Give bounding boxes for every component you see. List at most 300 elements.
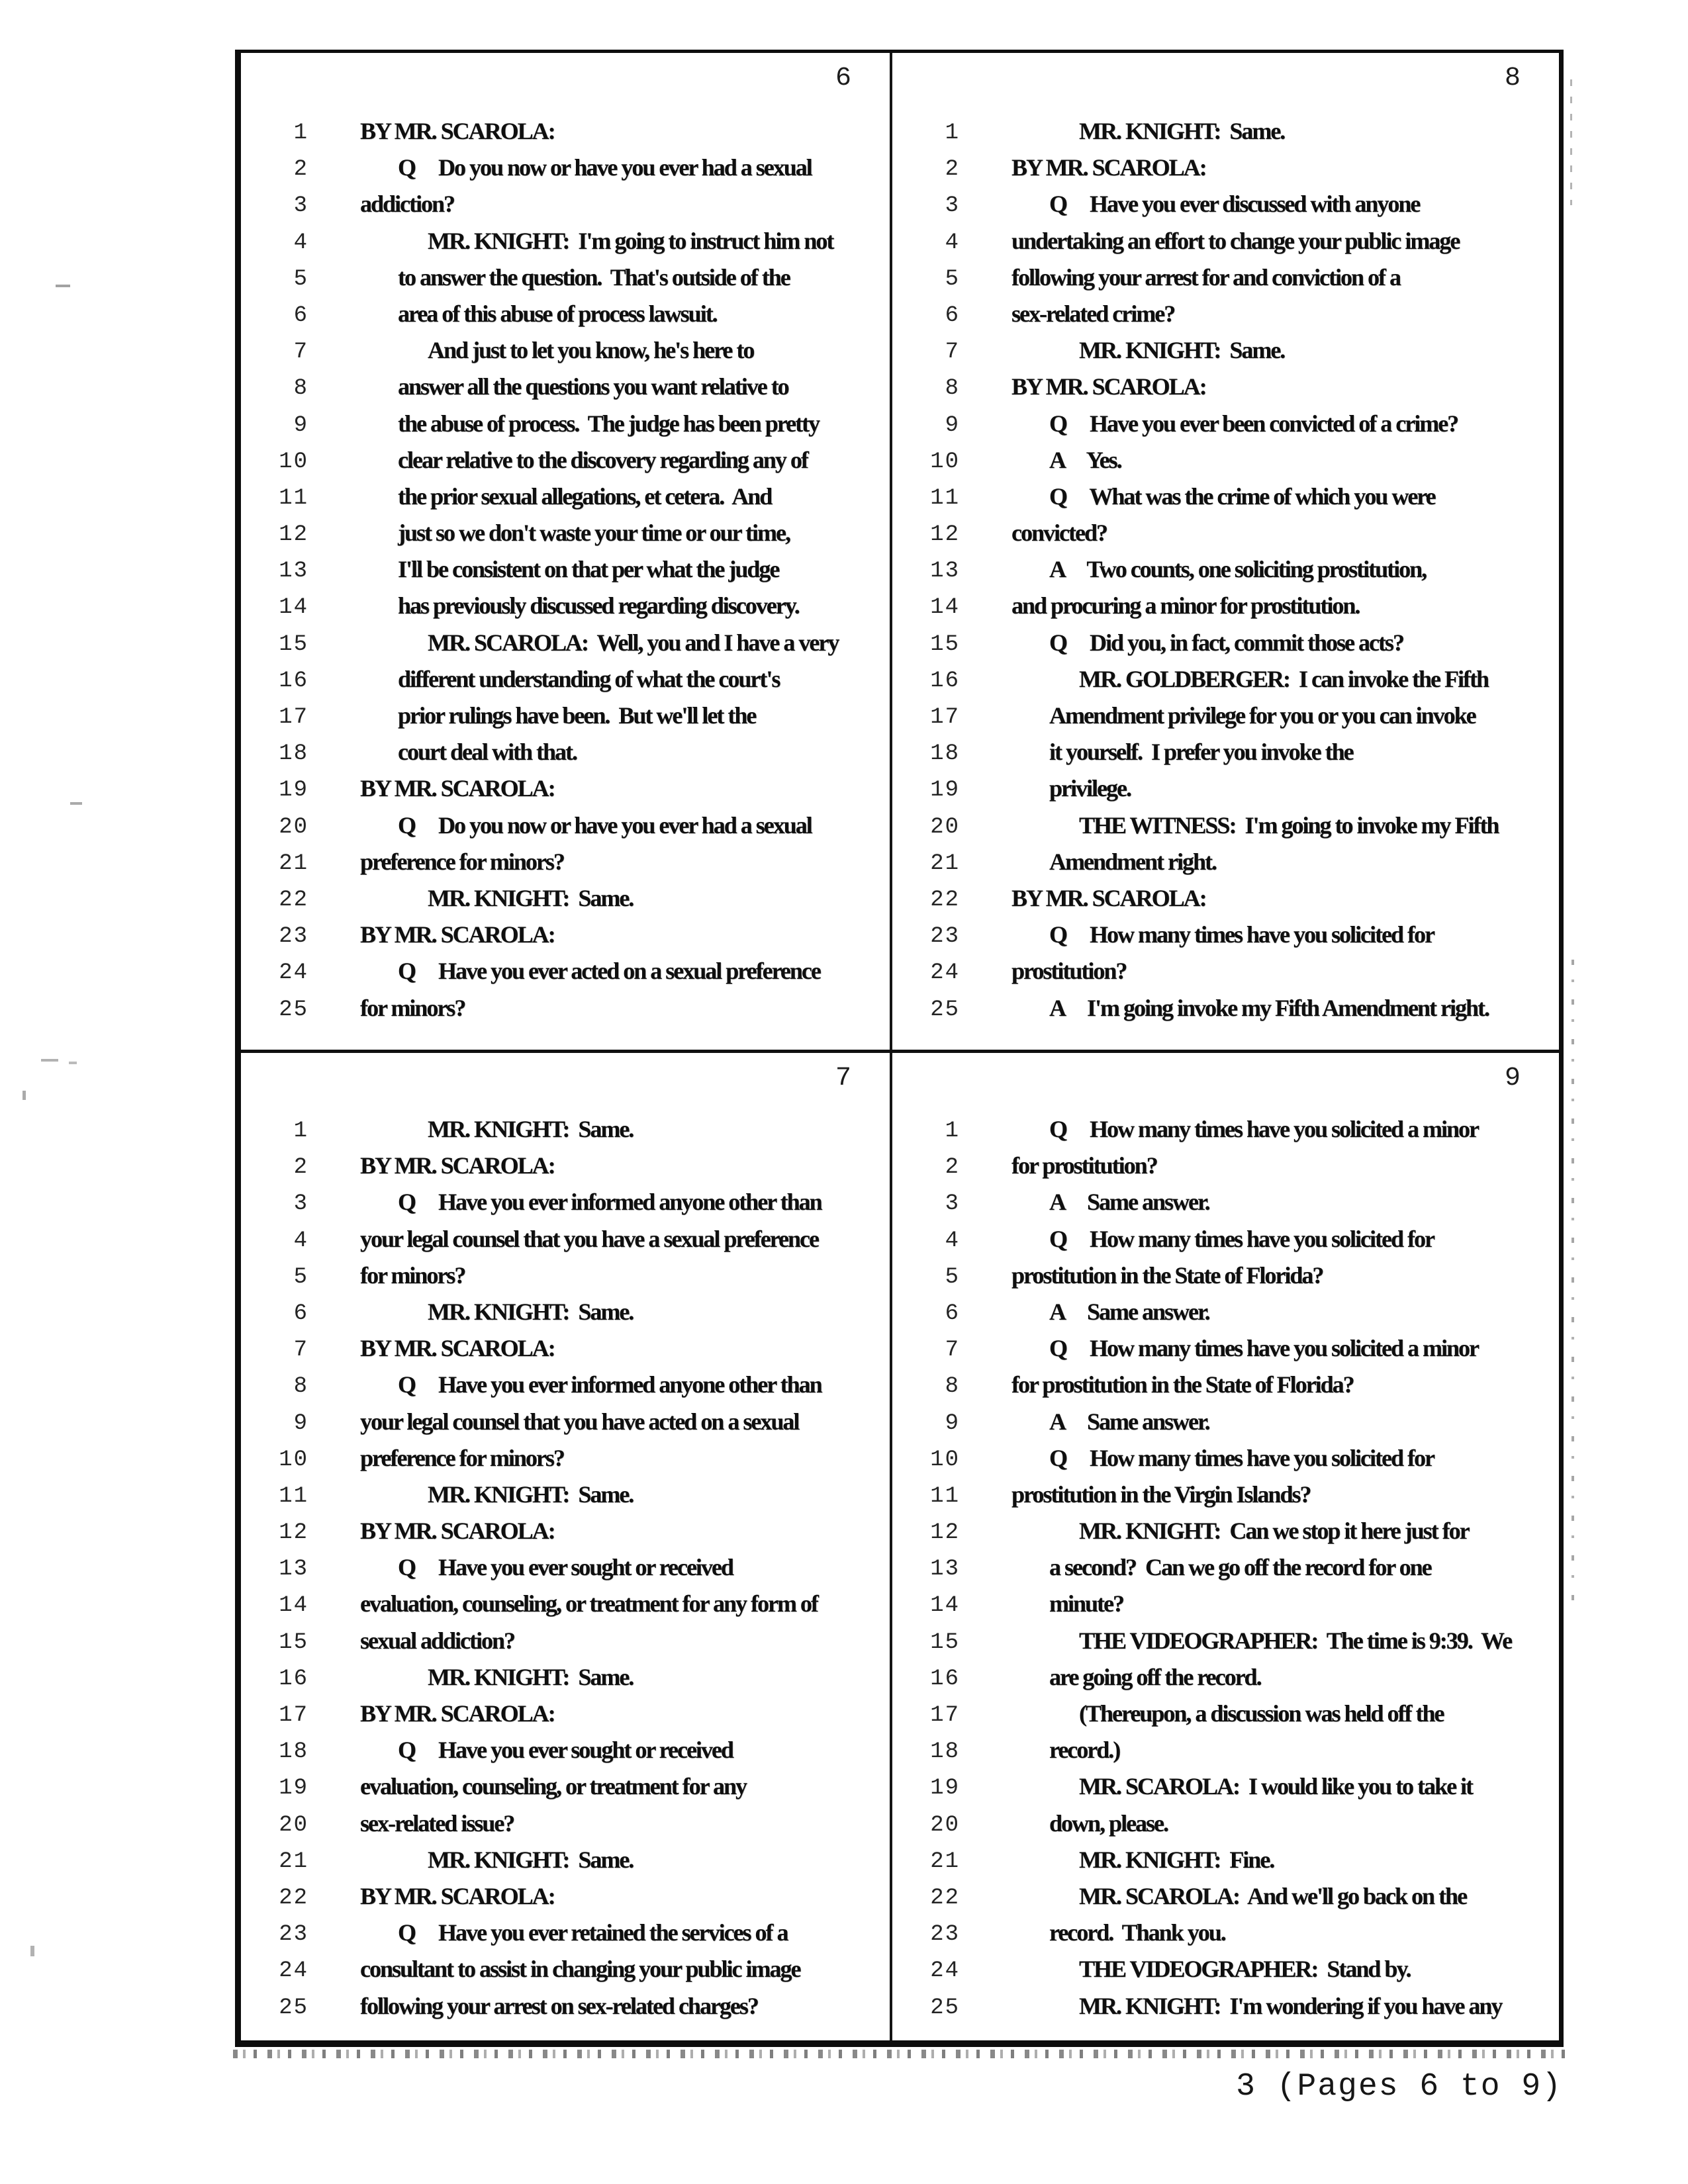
line-text: evaluation, counseling, or treatment for any xyxy=(360,1773,746,1800)
transcript-line xyxy=(241,1152,890,1188)
line-number: 12 xyxy=(279,1520,308,1546)
line-number: 9 xyxy=(945,412,960,438)
line-text: MR. KNIGHT: Can we stop it here just for xyxy=(1079,1518,1469,1545)
line-text: BY MR. SCAROLA: xyxy=(1011,373,1206,400)
line-text: MR. KNIGHT: Same. xyxy=(428,1663,633,1690)
line-text: Q Do you now or have you ever had a sexual xyxy=(398,811,812,839)
line-text: for minors? xyxy=(360,1261,465,1289)
page-number: 7 xyxy=(835,1064,851,1093)
line-text: A Same answer. xyxy=(1049,1298,1209,1325)
line-text: undertaking an effort to change your public image xyxy=(1011,227,1460,254)
transcript-line xyxy=(892,665,1559,702)
transcript-line xyxy=(241,811,890,848)
line-number: 16 xyxy=(279,668,308,694)
line-text: BY MR. SCAROLA: xyxy=(360,118,555,144)
line-text: THE WITNESS: I'm going to invoke my Fifth xyxy=(1079,811,1499,839)
line-number: 20 xyxy=(930,814,960,840)
line-text: privilege. xyxy=(1049,775,1131,802)
line-number: 3 xyxy=(945,1191,960,1217)
line-number: 19 xyxy=(930,1776,960,1801)
transcript-line xyxy=(892,154,1559,190)
line-number: 23 xyxy=(279,1922,308,1948)
line-text: it yourself. I prefer you invoke the xyxy=(1049,739,1353,766)
line-number: 14 xyxy=(930,1593,960,1619)
line-text: Q Have you ever acted on a sexual preference xyxy=(398,958,820,985)
line-number: 5 xyxy=(945,266,960,292)
line-text: Q How many times have you solicited for xyxy=(1049,1444,1434,1471)
line-text: evaluation, counseling, or treatment for any form of xyxy=(360,1590,818,1617)
line-number: 10 xyxy=(930,1447,960,1473)
line-number: 8 xyxy=(293,1374,308,1400)
line-number: 7 xyxy=(293,1338,308,1363)
transcript-line xyxy=(892,848,1559,884)
transcript-line xyxy=(241,117,890,154)
transcript-line xyxy=(892,1955,1559,1991)
transcript-line xyxy=(241,1261,890,1298)
line-text: And just to let you know, he's here to xyxy=(428,337,754,364)
line-number: 22 xyxy=(930,887,960,913)
transcript-line xyxy=(241,1334,890,1371)
transcript-line xyxy=(892,1444,1559,1480)
line-number: 23 xyxy=(930,924,960,950)
line-number: 22 xyxy=(279,887,308,913)
line-number: 17 xyxy=(279,705,308,730)
line-text: prostitution in the State of Florida? xyxy=(1011,1261,1323,1289)
transcript-line xyxy=(892,1261,1559,1298)
page-quadrant-9 xyxy=(892,1053,1559,2040)
line-number: 1 xyxy=(945,1118,960,1144)
line-text: the abuse of process. The judge has been pretty xyxy=(398,410,820,437)
line-number: 20 xyxy=(279,814,308,840)
transcript-line xyxy=(241,190,890,226)
line-number: 4 xyxy=(293,1228,308,1253)
line-text: MR. KNIGHT: Same. xyxy=(428,1480,633,1508)
transcript-line xyxy=(892,482,1559,519)
line-number: 25 xyxy=(279,997,308,1023)
transcript-line xyxy=(241,1553,890,1590)
line-number: 23 xyxy=(279,924,308,950)
line-number: 4 xyxy=(945,1228,960,1253)
scan-speck xyxy=(56,285,70,287)
line-number: 19 xyxy=(279,1776,308,1801)
page-quadrant-6 xyxy=(241,53,890,1050)
line-number: 12 xyxy=(930,522,960,548)
transcript-line xyxy=(892,1115,1559,1152)
transcript-line xyxy=(241,1700,890,1736)
transcript-line xyxy=(241,994,890,1030)
line-text: Q Have you ever sought or received xyxy=(398,1737,733,1764)
transcript-line xyxy=(241,629,890,665)
transcript-line xyxy=(241,1188,890,1224)
line-number: 14 xyxy=(930,595,960,621)
line-number: 18 xyxy=(930,741,960,767)
transcript-line xyxy=(892,1371,1559,1407)
line-number: 22 xyxy=(279,1885,308,1911)
transcript-line xyxy=(892,811,1559,848)
line-number: 19 xyxy=(279,778,308,803)
line-number: 4 xyxy=(293,230,308,255)
transcript-line xyxy=(241,738,890,774)
transcript-line xyxy=(241,410,890,446)
line-number: 3 xyxy=(293,193,308,219)
scan-speck xyxy=(23,1091,26,1100)
line-text: MR. GOLDBERGER: I can invoke the Fifth xyxy=(1079,665,1489,692)
line-text: the prior sexual allegations, et cetera. And xyxy=(398,482,772,510)
line-text: clear relative to the discovery regarding any of xyxy=(398,446,808,473)
transcript-line xyxy=(241,300,890,336)
line-number: 8 xyxy=(945,1374,960,1400)
line-number: 17 xyxy=(279,1703,308,1728)
transcript-line xyxy=(241,884,890,921)
scan-speck xyxy=(1571,960,1574,1608)
transcript-line xyxy=(892,1736,1559,1772)
line-number: 5 xyxy=(293,1264,308,1290)
transcript-line xyxy=(892,1188,1559,1224)
scan-speck xyxy=(41,1059,58,1062)
transcript-line xyxy=(241,1882,890,1919)
line-number: 16 xyxy=(930,1666,960,1692)
line-text: MR. SCAROLA: And we'll go back on the xyxy=(1079,1882,1467,1909)
line-number: 21 xyxy=(279,1848,308,1874)
page-footer: 3 (Pages 6 to 9) xyxy=(1236,2069,1562,2105)
transcript-line xyxy=(892,592,1559,628)
scan-speck xyxy=(70,802,82,805)
transcript-line xyxy=(241,263,890,300)
transcript-line xyxy=(892,1480,1559,1517)
line-number: 11 xyxy=(930,1483,960,1509)
line-text: BY MR. SCAROLA: xyxy=(360,1882,555,1909)
line-number: 20 xyxy=(279,1812,308,1838)
line-number: 9 xyxy=(293,1410,308,1436)
line-number: 24 xyxy=(930,960,960,986)
line-text: sexual addiction? xyxy=(360,1627,515,1654)
line-number: 25 xyxy=(930,997,960,1023)
line-text: Amendment right. xyxy=(1049,848,1216,875)
transcript-line xyxy=(241,1371,890,1407)
transcript-line xyxy=(892,519,1559,555)
line-number: 18 xyxy=(279,1739,308,1765)
line-number: 7 xyxy=(945,340,960,365)
line-number: 18 xyxy=(279,741,308,767)
line-text: Q Have you ever informed anyone other than xyxy=(398,1371,821,1398)
transcript-line xyxy=(892,1846,1559,1882)
line-number: 3 xyxy=(293,1191,308,1217)
line-number: 21 xyxy=(930,1848,960,1874)
scan-speck xyxy=(30,1946,34,1956)
line-text: different understanding of what the court's xyxy=(398,665,780,692)
line-number: 2 xyxy=(293,1155,308,1181)
transcript-line xyxy=(892,1809,1559,1846)
transcript-line xyxy=(241,848,890,884)
line-number: 10 xyxy=(279,449,308,475)
line-text: MR. KNIGHT: Same. xyxy=(428,1298,633,1325)
line-number: 15 xyxy=(930,1629,960,1655)
scan-speck xyxy=(69,1062,77,1064)
line-text: A Two counts, one soliciting prostitution, xyxy=(1049,556,1427,583)
line-text: for prostitution in the State of Florida? xyxy=(1011,1371,1354,1398)
line-number: 13 xyxy=(930,559,960,584)
line-text: Q Have you ever informed anyone other than xyxy=(398,1189,821,1216)
line-number: 9 xyxy=(945,1410,960,1436)
transcript-line xyxy=(241,774,890,811)
line-text: MR. SCAROLA: Well, you and I have a very xyxy=(428,629,839,656)
page-number: 8 xyxy=(1504,64,1521,93)
transcript-line xyxy=(892,117,1559,154)
line-number: 21 xyxy=(279,850,308,876)
line-text: down, please. xyxy=(1049,1809,1168,1837)
transcript-line xyxy=(241,957,890,993)
line-text: Q What was the crime of which you were xyxy=(1049,482,1435,510)
transcript-line xyxy=(241,555,890,592)
transcript-line xyxy=(241,1115,890,1152)
line-number: 7 xyxy=(945,1338,960,1363)
line-number: 8 xyxy=(293,376,308,402)
line-text: preference for minors? xyxy=(360,848,564,875)
page-quadrant-8 xyxy=(892,53,1559,1050)
transcript-line xyxy=(241,921,890,957)
line-text: Q How many times have you solicited a minor xyxy=(1049,1335,1478,1362)
transcript-line xyxy=(892,1408,1559,1444)
line-number: 15 xyxy=(930,631,960,657)
line-number: 14 xyxy=(279,1593,308,1619)
line-text: sex-related crime? xyxy=(1011,300,1175,327)
line-number: 2 xyxy=(293,157,308,183)
transcript-line xyxy=(892,1700,1559,1736)
line-text: BY MR. SCAROLA: xyxy=(1011,884,1206,911)
line-text: MR. KNIGHT: Same. xyxy=(1079,337,1285,364)
page-quadrant-7 xyxy=(241,1053,890,2040)
line-text: A Yes. xyxy=(1049,446,1121,473)
line-number: 12 xyxy=(930,1520,960,1546)
line-text: Q Did you, in fact, commit those acts? xyxy=(1049,629,1403,656)
line-number: 12 xyxy=(279,522,308,548)
line-number: 2 xyxy=(945,157,960,183)
transcript-line xyxy=(892,884,1559,921)
line-text: BY MR. SCAROLA: xyxy=(360,921,555,948)
transcript-line xyxy=(241,1298,890,1334)
line-text: a second? Can we go off the record for one xyxy=(1049,1554,1431,1581)
transcript-line xyxy=(892,555,1559,592)
line-text: are going off the record. xyxy=(1049,1663,1261,1690)
line-text: MR. KNIGHT: Same. xyxy=(428,884,633,911)
line-number: 18 xyxy=(930,1739,960,1765)
transcript-line xyxy=(241,1627,890,1663)
line-list xyxy=(892,117,1559,1030)
line-number: 6 xyxy=(945,302,960,328)
transcript-line xyxy=(892,1590,1559,1626)
transcript-line xyxy=(241,1992,890,2028)
line-number: 22 xyxy=(930,1885,960,1911)
transcript-line xyxy=(892,446,1559,482)
line-number: 6 xyxy=(293,1300,308,1326)
page-number: 9 xyxy=(1504,1064,1521,1093)
line-number: 5 xyxy=(945,1264,960,1290)
line-number: 7 xyxy=(293,340,308,365)
line-text: prostitution in the Virgin Islands? xyxy=(1011,1480,1311,1508)
transcript-line xyxy=(892,774,1559,811)
transcript-line xyxy=(892,1517,1559,1553)
line-number: 6 xyxy=(293,302,308,328)
line-text: MR. SCAROLA: I would like you to take it xyxy=(1079,1773,1473,1800)
line-text: record. Thank you. xyxy=(1049,1919,1225,1946)
line-number: 21 xyxy=(930,850,960,876)
line-text: court deal with that. xyxy=(398,739,577,766)
line-text: addiction? xyxy=(360,191,455,218)
line-text: Q How many times have you solicited a minor xyxy=(1049,1116,1478,1142)
line-text: BY MR. SCAROLA: xyxy=(360,775,555,802)
transcript-line xyxy=(892,1992,1559,2028)
line-text: Q Have you ever discussed with anyone xyxy=(1049,191,1420,218)
line-number: 14 xyxy=(279,595,308,621)
line-text: your legal counsel that you have a sexual preference xyxy=(360,1225,818,1252)
line-text: Q How many times have you solicited for xyxy=(1049,1225,1434,1252)
transcript-line xyxy=(241,592,890,628)
line-text: MR. KNIGHT: Same. xyxy=(428,1116,633,1142)
line-number: 17 xyxy=(930,705,960,730)
transcript-line xyxy=(241,1919,890,1955)
line-number: 4 xyxy=(945,230,960,255)
line-text: prior rulings have been. But we'll let the xyxy=(398,702,756,729)
line-text: BY MR. SCAROLA: xyxy=(360,1152,555,1179)
line-number: 5 xyxy=(293,266,308,292)
line-number: 15 xyxy=(279,631,308,657)
transcript-line xyxy=(241,336,890,373)
transcript-line xyxy=(241,373,890,409)
transcript-line xyxy=(892,1663,1559,1700)
transcript-line xyxy=(241,1809,890,1846)
line-text: MR. KNIGHT: I'm wondering if you have any xyxy=(1079,1992,1502,2019)
transcript-line xyxy=(241,1408,890,1444)
line-number: 24 xyxy=(930,1958,960,1984)
line-text: THE VIDEOGRAPHER: Stand by. xyxy=(1079,1956,1411,1983)
line-text: MR. KNIGHT: I'm going to instruct him not xyxy=(428,227,833,254)
line-number: 15 xyxy=(279,1629,308,1655)
line-number: 8 xyxy=(945,376,960,402)
line-text: preference for minors? xyxy=(360,1444,564,1471)
line-text: minute? xyxy=(1049,1590,1123,1617)
line-number: 1 xyxy=(945,120,960,146)
line-text: A Same answer. xyxy=(1049,1408,1209,1435)
transcript-line xyxy=(892,190,1559,226)
line-text: to answer the question. That's outside of the xyxy=(398,263,790,291)
line-number: 1 xyxy=(293,1118,308,1144)
transcript-line xyxy=(892,738,1559,774)
scan-noise-strip xyxy=(233,2050,1566,2058)
transcript-line xyxy=(241,1590,890,1626)
line-number: 10 xyxy=(279,1447,308,1473)
line-list xyxy=(892,1115,1559,2028)
scan-speck xyxy=(1570,79,1572,205)
transcript-line xyxy=(241,154,890,190)
line-text: convicted? xyxy=(1011,520,1107,547)
transcript-line xyxy=(241,1480,890,1517)
line-number: 23 xyxy=(930,1922,960,1948)
line-text: BY MR. SCAROLA: xyxy=(1011,154,1206,181)
transcript-line xyxy=(241,702,890,738)
transcript-line xyxy=(241,1663,890,1700)
line-number: 19 xyxy=(930,778,960,803)
line-text: Amendment privilege for you or you can invoke xyxy=(1049,702,1476,729)
line-text: A Same answer. xyxy=(1049,1189,1209,1216)
line-text: I'll be consistent on that per what the judge xyxy=(398,556,779,583)
line-text: following your arrest for and conviction of a xyxy=(1011,263,1400,291)
transcript-line xyxy=(892,1152,1559,1188)
transcript-line xyxy=(892,336,1559,373)
line-text: record.) xyxy=(1049,1737,1120,1764)
line-text: Q Have you ever sought or received xyxy=(398,1554,733,1581)
transcript-line xyxy=(241,1955,890,1991)
transcript-line xyxy=(892,1553,1559,1590)
line-text: Q Have you ever been convicted of a crime? xyxy=(1049,410,1458,437)
line-number: 25 xyxy=(930,1995,960,2021)
line-number: 20 xyxy=(930,1812,960,1838)
transcript-line xyxy=(892,1627,1559,1663)
line-text: Q Do you now or have you ever had a sexual xyxy=(398,154,812,181)
line-number: 11 xyxy=(279,1483,308,1509)
line-text: BY MR. SCAROLA: xyxy=(360,1700,555,1727)
line-number: 24 xyxy=(279,1958,308,1984)
transcript-line xyxy=(892,921,1559,957)
transcript-line xyxy=(241,446,890,482)
line-text: for minors? xyxy=(360,994,465,1021)
line-text: MR. KNIGHT: Same. xyxy=(1079,118,1285,144)
line-number: 6 xyxy=(945,1300,960,1326)
line-number: 2 xyxy=(945,1155,960,1181)
transcript-line xyxy=(892,227,1559,263)
line-text: just so we don't waste your time or our time, xyxy=(398,520,790,547)
transcript-line xyxy=(241,1772,890,1809)
line-text: Q How many times have you solicited for xyxy=(1049,921,1434,948)
transcript-line xyxy=(892,1919,1559,1955)
transcript-line xyxy=(892,373,1559,409)
line-number: 11 xyxy=(279,485,308,511)
transcript-line xyxy=(241,482,890,519)
line-number: 1 xyxy=(293,120,308,146)
transcript-line xyxy=(241,1225,890,1261)
line-number: 11 xyxy=(930,485,960,511)
line-text: for prostitution? xyxy=(1011,1152,1157,1179)
transcript-line xyxy=(892,702,1559,738)
transcript-line xyxy=(241,1444,890,1480)
transcript-line xyxy=(892,300,1559,336)
transcript-line xyxy=(892,1772,1559,1809)
transcript-line xyxy=(241,1846,890,1882)
line-number: 13 xyxy=(279,559,308,584)
line-text: MR. KNIGHT: Same. xyxy=(428,1846,633,1873)
line-text: prostitution? xyxy=(1011,958,1127,985)
transcript-line xyxy=(892,994,1559,1030)
line-number: 10 xyxy=(930,449,960,475)
line-text: BY MR. SCAROLA: xyxy=(360,1335,555,1362)
line-list xyxy=(241,117,890,1030)
transcript-line xyxy=(892,1334,1559,1371)
line-text: THE VIDEOGRAPHER: The time is 9:39. We xyxy=(1079,1627,1512,1654)
transcript-line xyxy=(241,1517,890,1553)
transcript-line xyxy=(241,1736,890,1772)
transcript-line xyxy=(241,519,890,555)
page-number: 6 xyxy=(835,64,851,93)
line-text: BY MR. SCAROLA: xyxy=(360,1518,555,1545)
line-text: your legal counsel that you have acted on a sexual xyxy=(360,1408,799,1435)
line-number: 24 xyxy=(279,960,308,986)
line-number: 9 xyxy=(293,412,308,438)
transcript-line xyxy=(892,1882,1559,1919)
line-text: A I'm going invoke my Fifth Amendment right. xyxy=(1049,994,1489,1021)
line-text: following your arrest on sex-related charges? xyxy=(360,1992,758,2019)
transcript-line xyxy=(892,410,1559,446)
line-text: Q Have you ever retained the services of a xyxy=(398,1919,788,1946)
transcript-line xyxy=(241,227,890,263)
